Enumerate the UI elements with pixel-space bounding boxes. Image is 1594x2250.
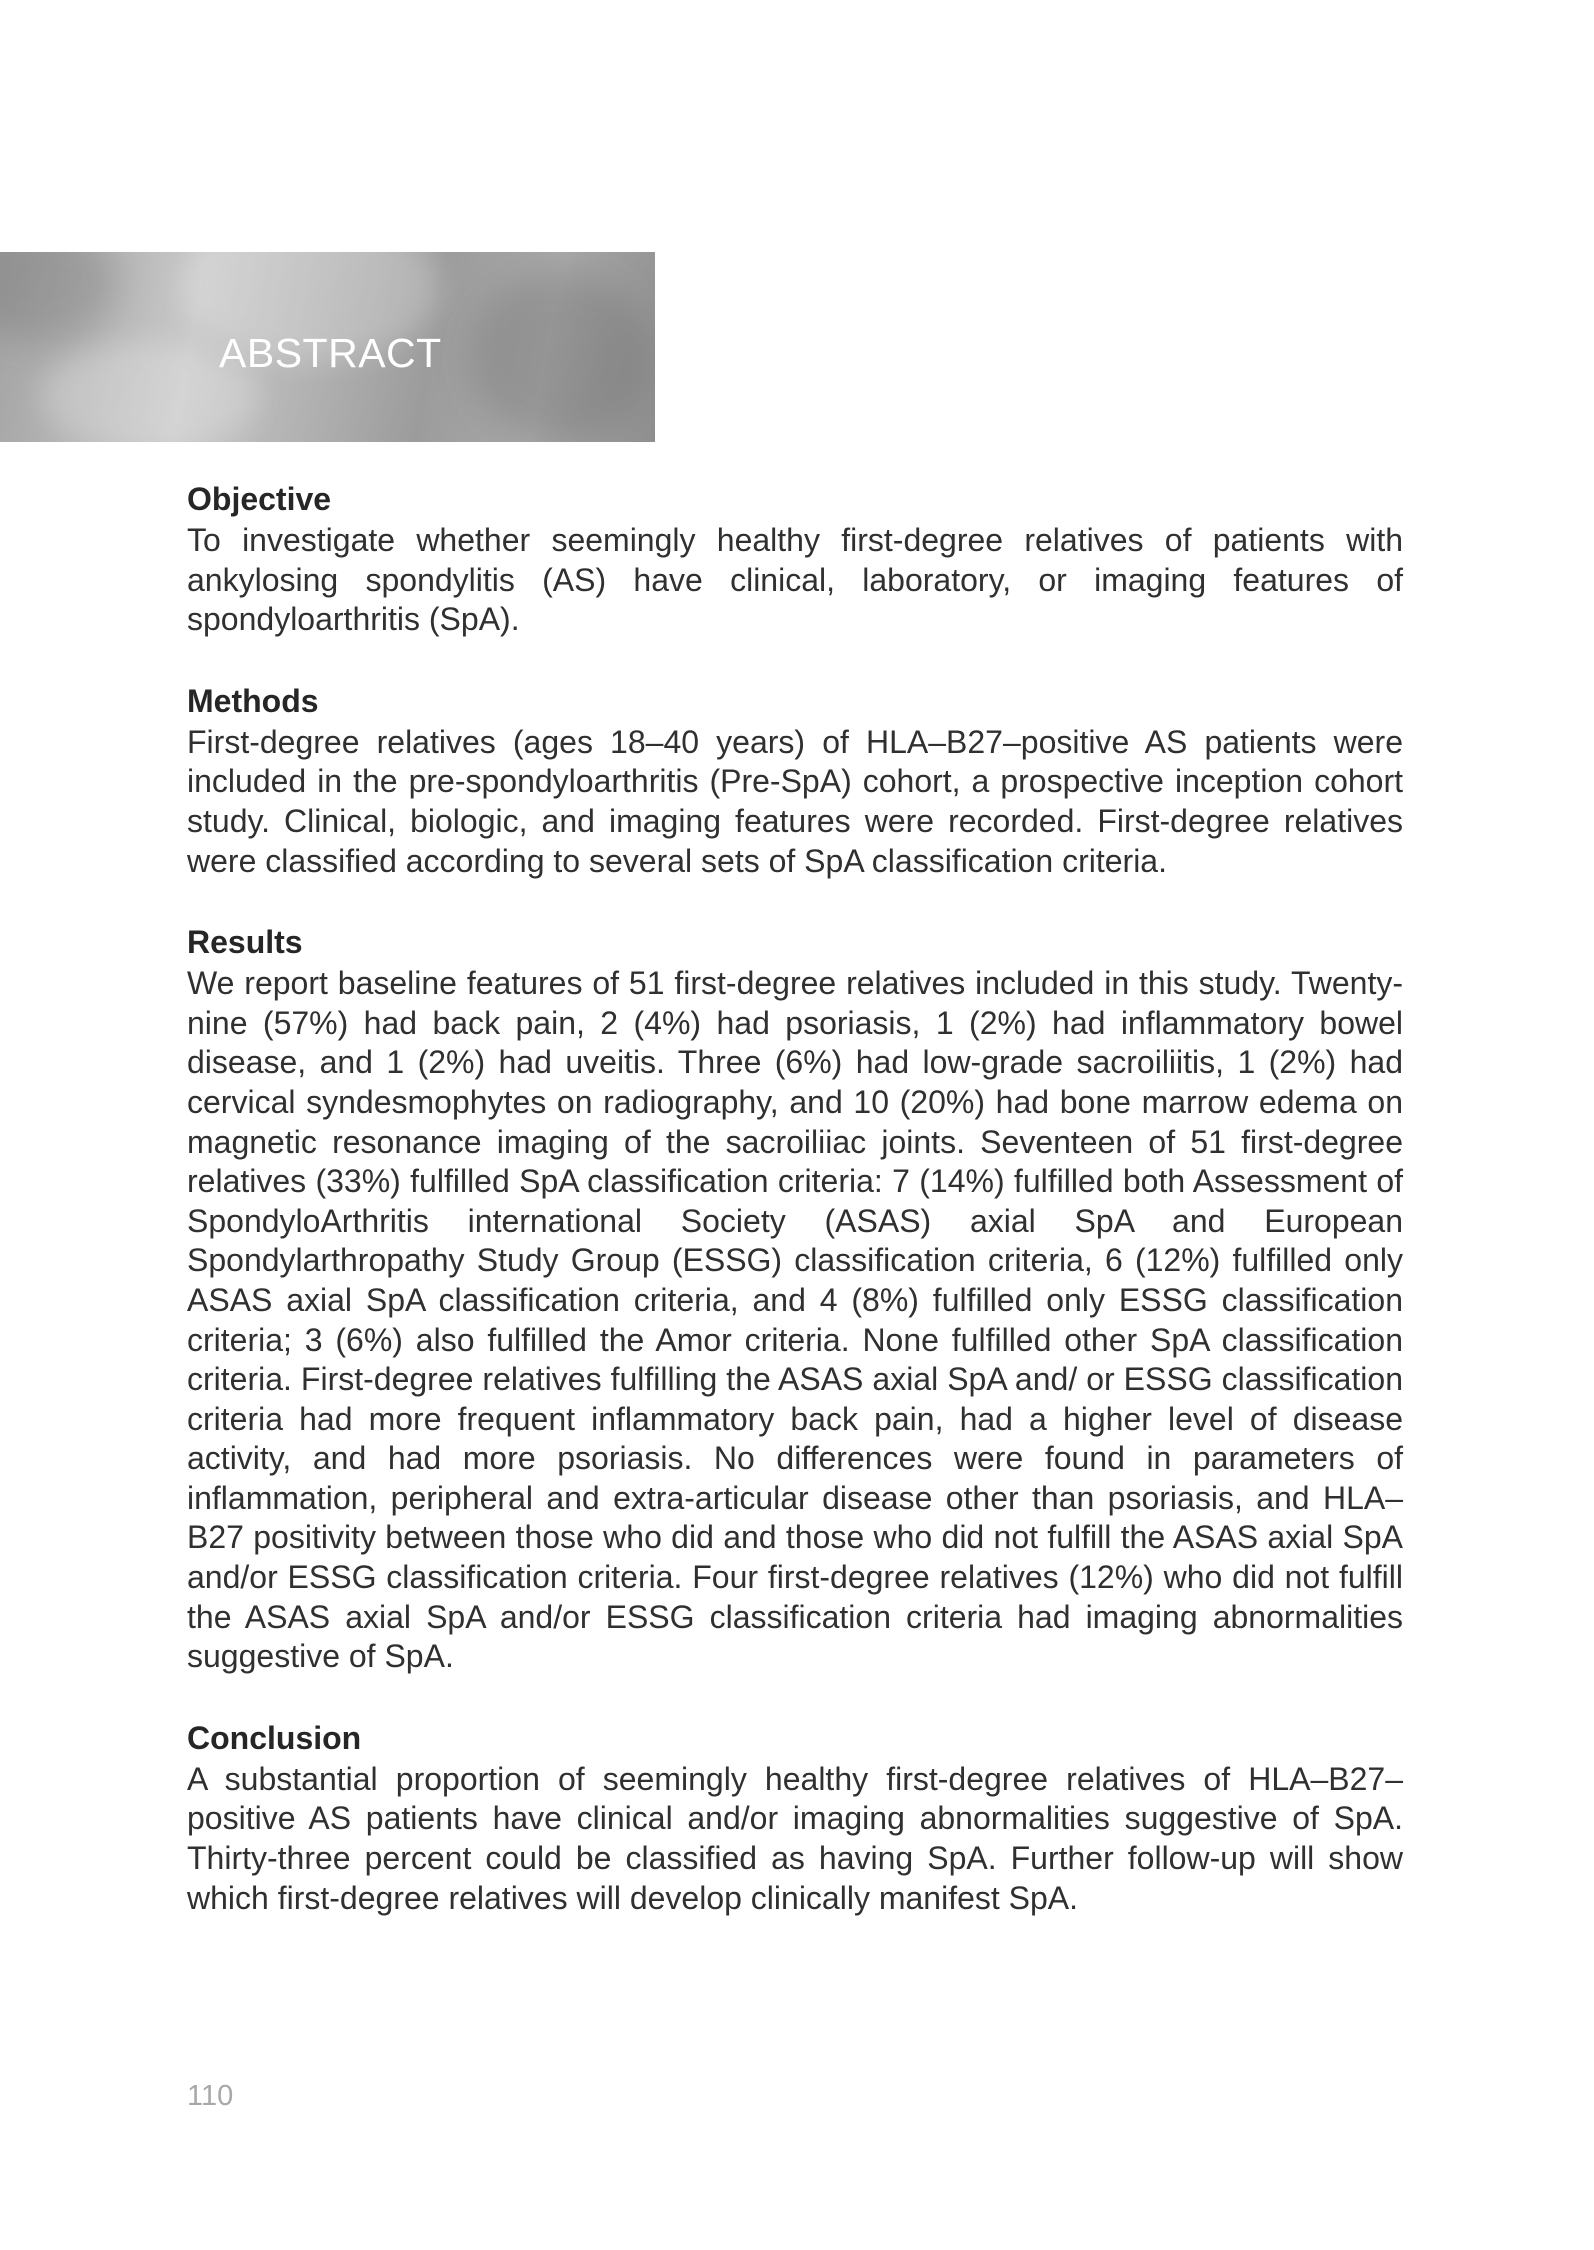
- methods-heading: Methods: [187, 682, 319, 719]
- banner-texture-shadow: [0, 252, 120, 342]
- banner-texture-shadow: [470, 272, 650, 442]
- abstract-banner: [0, 252, 655, 442]
- methods-section: [187, 680, 1403, 881]
- page-number: 110: [187, 2080, 234, 2112]
- conclusion-section: [187, 1717, 1403, 1918]
- conclusion-heading: Conclusion: [187, 1719, 362, 1756]
- objective-text: To investigate whether seemingly healthy first-degree relatives of patients with ankylosing spondylitis (AS) have clinical, laboratory, or imaging features of spondyloarthritis (SpA).: [187, 522, 1403, 638]
- abstract-body: [187, 478, 1403, 1958]
- results-heading: Results: [187, 924, 303, 961]
- methods-text: First-degree relatives (ages 18–40 years) of HLA–B27–positive AS patients were included in the pre-spondyloarthritis (Pre-SpA) cohort, a prospective inception cohort study. Clinical, biologic, and imaging features were recorded. First-degree relatives were classified according to several sets of SpA classification criteria.: [187, 723, 1403, 879]
- results-text: We report baseline features of 51 first-degree relatives included in this study. Twenty-nine (57%) had back pain, 2 (4%) had psoriasis, 1 (2%) had inflammatory bowel disease, and 1 (2%) had uveitis. Three (6%) had low-grade sacroiliitis, 1 (2%) had cervical syndesmophytes on radiography, and 10 (20%) had bone marrow edema on magnetic resonance imaging of the sacroiliiac joints. Seventeen of 51 first-degree relatives (33%) fulfilled SpA classification criteria: 7 (14%) fulfilled both Assessment of SpondyloArthritis international Society (ASAS) axial SpA and European Spondylarthropathy Study Group (ESSG) classification criteria, 6 (12%) fulfilled only ASAS axial SpA classification criteria, and 4 (8%) fulfilled only ESSG classification criteria; 3 (6%) also fulfilled the Amor criteria. None fulfilled other SpA classification criteria. First-degree relatives fulfilling the ASAS axial SpA and/ or ESSG classification criteria had more frequent inflammatory back pain, had a higher level of disease activity, and had more psoriasis. No differences were found in parameters of inflammation, peripheral and extra-articular disease other than psoriasis, and HLA–B27 positivity between those who did and those who did not fulfill the ASAS axial SpA and/or ESSG classification criteria. Four first-degree relatives (12%) who did not fulfill the ASAS axial SpA and/or ESSG classification criteria had imaging abnormalities suggestive of SpA.: [187, 965, 1403, 1675]
- conclusion-text: A substantial proportion of seemingly healthy first-degree relatives of HLA–B27–positive AS patients have clinical and/or imaging abnormalities suggestive of SpA. Thirty-three percent could be classified as having SpA. Further follow-up will show which first-degree relatives will develop clinically manifest SpA.: [187, 1760, 1403, 1916]
- objective-heading: Objective: [187, 481, 332, 517]
- objective-section: [187, 478, 1403, 640]
- abstract-title: ABSTRACT: [219, 330, 442, 376]
- results-section: [187, 921, 1403, 1677]
